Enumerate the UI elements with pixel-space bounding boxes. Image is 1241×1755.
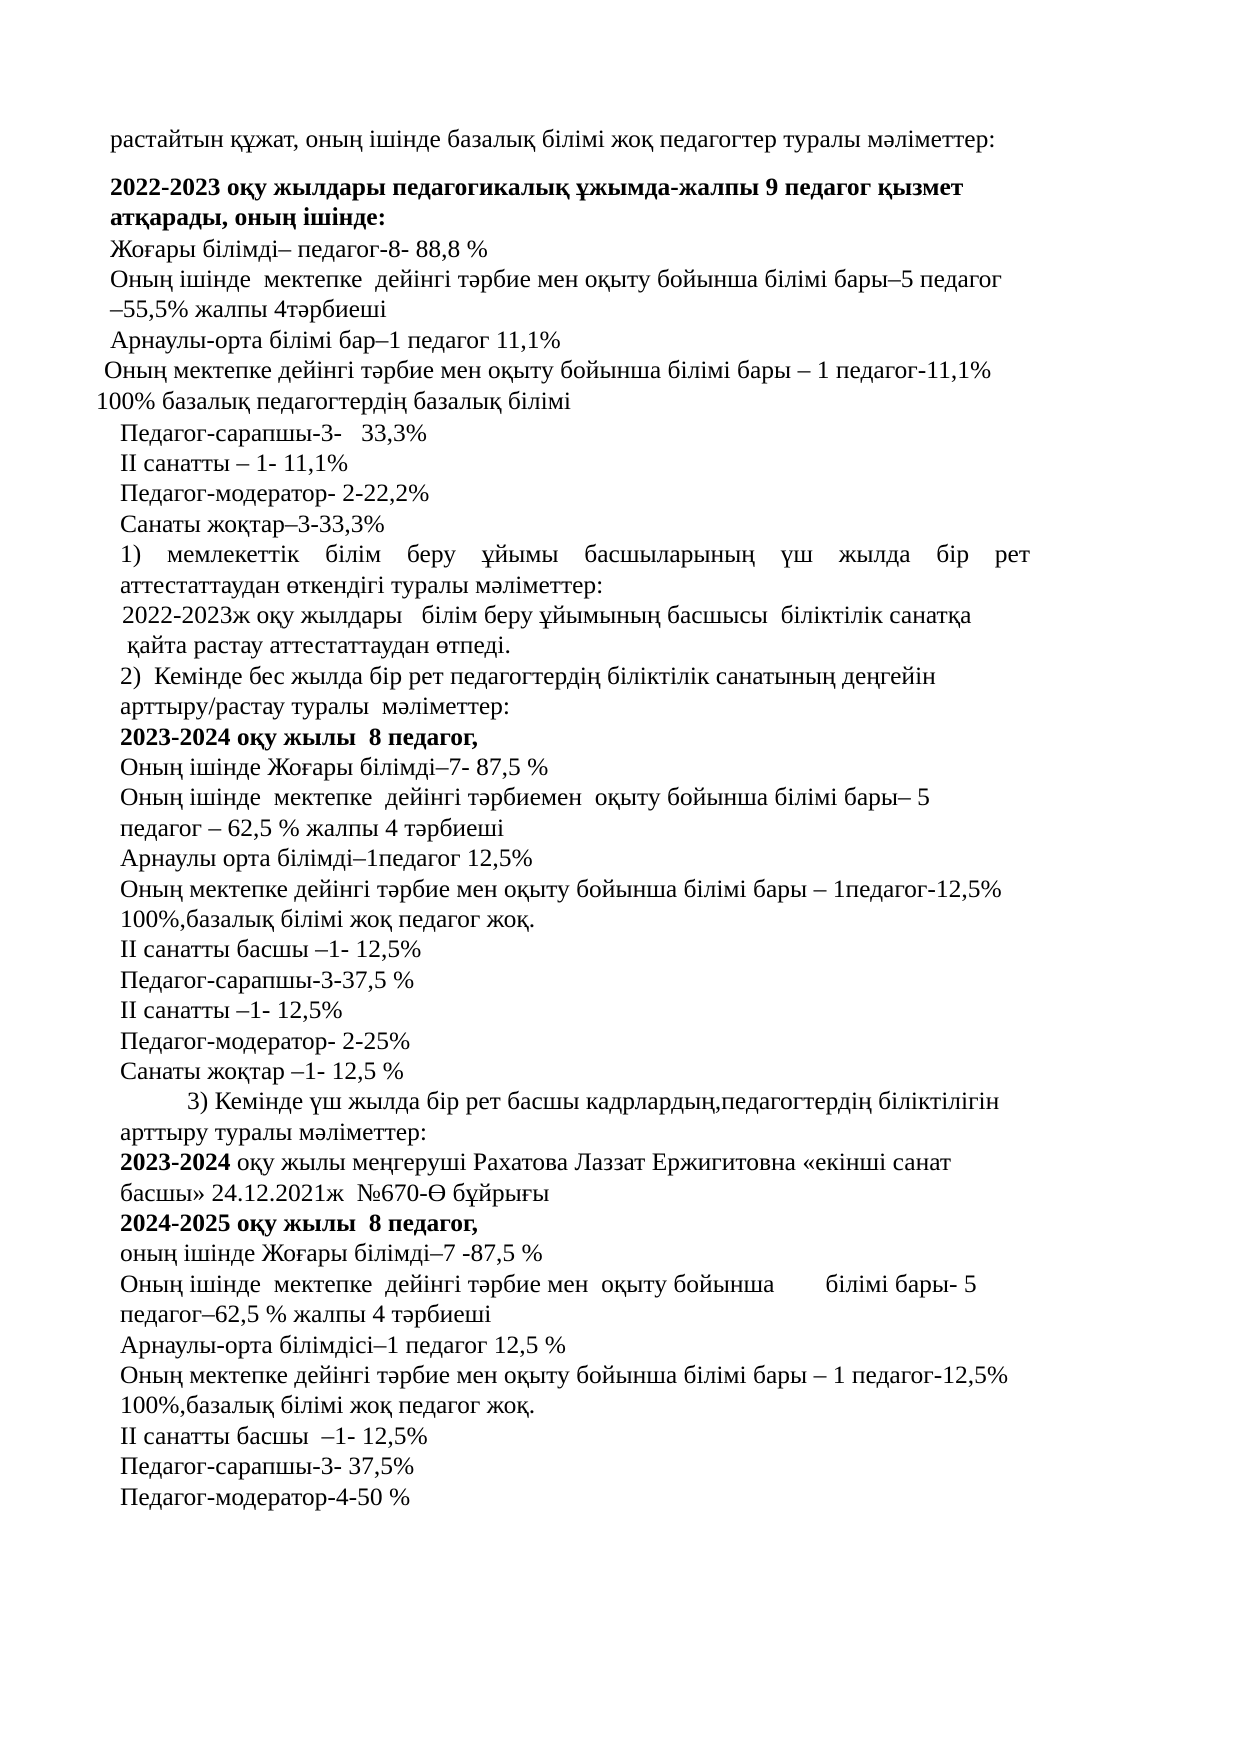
text-line: қайта растау аттестаттаудан өтпеді. <box>127 630 511 659</box>
text-line: Педагог-модератор- 2-25% <box>120 1026 411 1055</box>
heading-line: 2023-2024 оқу жылы 8 педагог, <box>120 722 479 751</box>
text-line: Педагог-модератор- 2-22,2% <box>120 478 430 507</box>
text-line: педагог–62,5 % жалпы 4 тәрбиеші <box>120 1299 492 1328</box>
text-line: II санатты – 1- 11,1% <box>120 448 349 477</box>
text-line: растайтын құжат, оның ішінде базалық білімі жоқ педагогтер туралы мәліметтер: <box>110 124 996 153</box>
text-line: Педагог-сарапшы-3-37,5 % <box>120 965 415 994</box>
text-line: Педагог-сарапшы-3- 37,5% <box>120 1451 415 1480</box>
text-line: арттыру туралы мәліметтер: <box>120 1117 427 1146</box>
text-line: педагог – 62,5 % жалпы 4 тәрбиеші <box>120 813 505 842</box>
text-line: 2) Кемінде бес жылда бір рет педагогтердің біліктілік санатының деңгейін <box>120 661 936 690</box>
text-line: II санатты басшы –1- 12,5% <box>120 1421 428 1450</box>
text-line: Жоғары білімді– педагог-8- 88,8 % <box>110 234 488 263</box>
text-line: II санатты –1- 12,5% <box>120 995 343 1024</box>
text-line: II санатты басшы –1- 12,5% <box>120 934 422 963</box>
text-line: 1) мемлекеттік білім беру ұйымы басшыларының үш жылда бір рет <box>120 539 1030 568</box>
heading-line: 2022-2023 оқу жылдары педагогикалық ұжымда-жалпы 9 педагог қызмет <box>110 172 964 201</box>
text-line: 3) Кемінде үш жылда бір рет басшы кадрлардың,педагогтердің біліктілігін <box>187 1086 1000 1115</box>
text-line: басшы» 24.12.2021ж №670-Ө бұйрығы <box>120 1178 550 1207</box>
text-line: Оның ішінде Жоғары білімді–7- 87,5 % <box>120 752 549 781</box>
text-line: 100% базалық педагогтердің базалық білімі <box>96 386 571 415</box>
heading-line: 2024-2025 оқу жылы 8 педагог, <box>120 1208 479 1237</box>
text-span: оқу жылы меңгеруші Рахатова Лаззат Ержигитовна «екінші санат <box>230 1147 952 1176</box>
text-line: Оның ішінде мектепке дейінгі тәрбие мен оқыту бойынша білімі бары- 5 <box>120 1269 977 1298</box>
text-line: Оның мектепке дейінгі тәрбие мен оқыту бойынша білімі бары – 1 педагог-12,5% <box>120 1360 1009 1389</box>
text-line: оның ішінде Жоғары білімді–7 -87,5 % <box>120 1238 543 1267</box>
text-line: Арнаулы орта білімді–1педагог 12,5% <box>120 843 533 872</box>
text-line: Оның ішінде мектепке дейінгі тәрбиемен оқыту бойынша білімі бары– 5 <box>120 782 930 811</box>
text-line: 2022-2023ж оқу жылдары білім беру ұйымының басшысы біліктілік санатқа <box>122 600 972 629</box>
text-line: 100%,базалық білімі жоқ педагог жоқ. <box>120 1390 536 1419</box>
text-line: Оның мектепке дейінгі тәрбие мен оқыту бойынша білімі бары – 1 педагог-11,1% <box>104 355 992 384</box>
text-line: 100%,базалық білімі жоқ педагог жоқ. <box>120 904 536 933</box>
text-line: Санаты жоқтар –1- 12,5 % <box>120 1056 404 1085</box>
text-line <box>120 1146 951 1178</box>
text-line: Арнаулы-орта білімдісі–1 педагог 12,5 % <box>120 1330 567 1359</box>
year-label: 2023-2024 <box>120 1147 231 1176</box>
text-line: Педагог-модератор-4-50 % <box>120 1482 411 1511</box>
text-line: –55,5% жалпы 4тәрбиеші <box>110 294 387 323</box>
text-line: Педагог-сарапшы-3- 33,3% <box>120 418 428 447</box>
text-line: Оның мектепке дейінгі тәрбие мен оқыту бойынша білімі бары – 1педагог-12,5% <box>120 874 1002 903</box>
heading-line: атқарады, оның ішінде: <box>110 202 387 231</box>
text-line: Оның ішінде мектепке дейінгі тәрбие мен оқыту бойынша білімі бары–5 педагог <box>110 264 1002 293</box>
text-line: Санаты жоқтар–3-33,3% <box>120 509 385 538</box>
text-line: аттестаттаудан өткендігі туралы мәліметтер: <box>120 570 604 599</box>
text-line: арттыру/растау туралы мәліметтер: <box>120 691 511 720</box>
text-line: Арнаулы-орта білімі бар–1 педагог 11,1% <box>110 325 561 354</box>
